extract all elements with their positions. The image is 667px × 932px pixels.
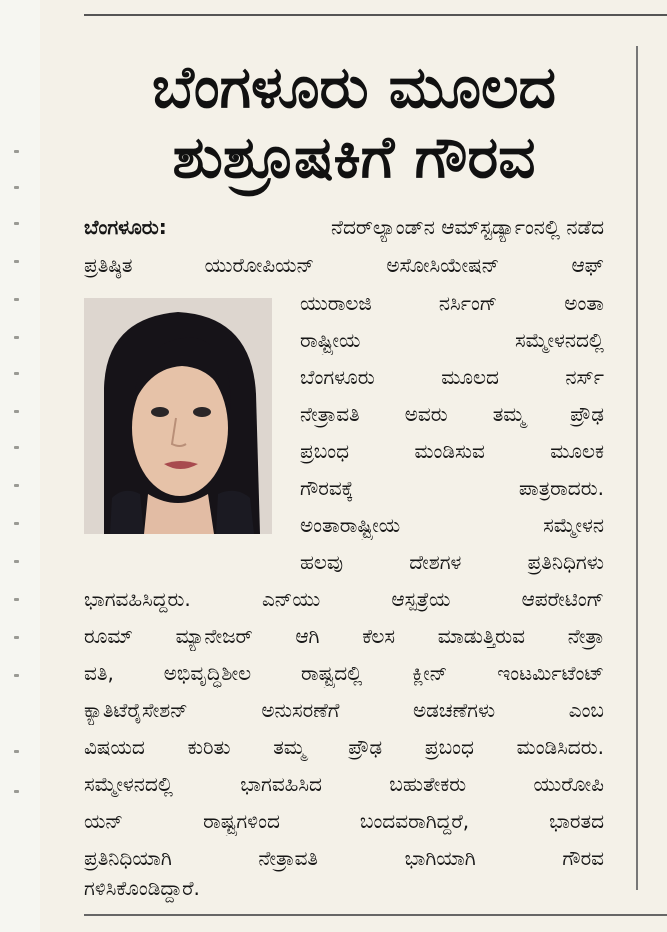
- article-line: [84, 584, 604, 614]
- article-line: [300, 547, 604, 577]
- article-word: ವಿಷಯದ: [84, 735, 145, 759]
- article-word: ಸಮ್ಮೇಳನದಲ್ಲಿ: [84, 772, 173, 796]
- article-word: ಪ್ರೌಢ: [570, 402, 604, 426]
- article-word: ಅಂತಾ: [564, 291, 604, 315]
- article-line: [84, 769, 604, 799]
- article-word: ಭಾರತದ: [549, 809, 604, 833]
- article-word: ಮಂಡಿಸುವ: [414, 439, 485, 463]
- article-word: ಪ್ರತಿನಿಧಿಯಾಗಿ: [84, 846, 172, 870]
- article-word: ಬೆಂಗಳೂರು: [300, 365, 375, 389]
- article-word: ಕ್ಲೀನ್: [412, 661, 448, 685]
- article-line: [300, 288, 604, 318]
- article-word: ತಮ್ಮ: [273, 735, 306, 759]
- portrait-photo: [84, 298, 272, 534]
- article-word: ನರ್ಸಿಂಗ್: [438, 291, 498, 315]
- dateline: ಬೆಂಗಳೂರು:: [84, 215, 167, 239]
- article-line: [84, 250, 604, 280]
- article-word: ಪಾತ್ರರಾದರು.: [518, 476, 604, 500]
- article-word: ಆಫ್: [571, 253, 604, 277]
- article-word: ವತಿ,: [84, 661, 114, 685]
- article-word: ರಾಷ್ಟ್ರದಲ್ಲಿ: [300, 661, 363, 685]
- article-word: ಸಮ್ಮೇಳನ: [543, 513, 604, 537]
- article-line-text: ನೆದರ್‌ಲ್ಯಾಂಡ್‌ನ ಆಮ್‌ಸ್ಟರ್ಡ್ಯಾಂನಲ್ಲಿ ನಡೆದ: [331, 215, 604, 239]
- adjacent-column-text-fragments: [14, 150, 20, 850]
- article-word: ಎನ್‌ಯು: [261, 587, 321, 611]
- bottom-rule: [84, 914, 667, 916]
- article-word: ತಮ್ಮ: [492, 402, 526, 426]
- article-word: ಆಪರೇಟಿಂಗ್: [521, 587, 604, 611]
- article-word: ಪ್ರೌಢ: [348, 735, 383, 759]
- article-word: ಅನುಸರಣೆಗೆ: [261, 698, 340, 722]
- adjacent-column-strip: [0, 0, 40, 932]
- article-line: ಗಳಿಸಿಕೊಂಡಿದ್ದಾರೆ.: [84, 876, 200, 900]
- article-line: [84, 621, 604, 651]
- article-word: ಮ್ಯಾನೇಜರ್: [175, 624, 253, 648]
- article-word: ಹಲವು: [300, 550, 344, 574]
- article-word: ಭಾಗವಹಿಸಿದ: [240, 772, 322, 796]
- article-word: ಬಂದವರಾಗಿದ್ದರೆ,: [359, 809, 470, 833]
- headline-line-1: ಬೆಂಗಳೂರು ಮೂಲದ: [151, 53, 557, 121]
- article-word: ಪ್ರಬಂಧ: [424, 735, 474, 759]
- article-word: ರೂಮ್: [84, 624, 133, 648]
- article-word: ಮೂಲಕ: [550, 439, 604, 463]
- article-line: [84, 843, 604, 873]
- article-word: ಕುರಿತು: [187, 735, 231, 759]
- article-word: ಪ್ರಬಂಧ: [300, 439, 350, 463]
- article-word: ಯುರೋಪಿಯನ್: [204, 253, 315, 277]
- headline-line-2: ಶುಶ್ರೂಷಕಿಗೆ ಗೌರವ: [172, 123, 536, 191]
- article-line: [300, 436, 604, 466]
- column-rule: [636, 46, 638, 890]
- article-word: ಕೆಲಸ: [362, 624, 395, 648]
- article-word: ಬಹುತೇಕರು: [389, 772, 467, 796]
- article-word: ಪ್ರತಿನಿಧಿಗಳು: [527, 550, 604, 574]
- article-word: ಎಂಬ: [568, 698, 604, 722]
- article-word: ಇಂಟರ್ಮಿಟೆಂಟ್: [497, 661, 604, 685]
- article-line: [300, 362, 604, 392]
- article-word: ಯನ್: [84, 809, 124, 833]
- article-word: ನೇತ್ರಾವತಿ: [300, 402, 360, 426]
- article-word: ಮಂಡಿಸಿದರು.: [516, 735, 604, 759]
- article-word: ಆಗಿ: [295, 624, 320, 648]
- article-line: [300, 473, 604, 503]
- article-word: ಸಮ್ಮೇಳನದಲ್ಲಿ: [515, 328, 604, 352]
- article-word: ಆಸ್ಪತ್ರೆಯ: [391, 587, 451, 611]
- article-word: ಅಡಚಣೆಗಳು: [412, 698, 496, 722]
- article-line: [84, 658, 604, 688]
- article-word: ಗೌರವಕ್ಕೆ: [300, 476, 354, 500]
- article-word: ಮಾಡುತ್ತಿರುವ: [437, 624, 525, 648]
- article-word: ಅವರು: [404, 402, 448, 426]
- article-line: [300, 399, 604, 429]
- article-word: ದೇಶಗಳ: [409, 550, 462, 574]
- article-line: [84, 695, 604, 725]
- article-line: [300, 325, 604, 355]
- article-word: ಭಾಗವಹಿಸಿದ್ದರು.: [84, 587, 191, 611]
- article-word: ಅಂತಾರಾಷ್ಟ್ರೀಯ: [300, 513, 401, 537]
- article-word: ರಾಷ್ಟ್ರಗಳಿಂದ: [203, 809, 280, 833]
- article-word: ಯುರೋಪಿ: [533, 772, 604, 796]
- article-word: ಗೌರವ: [562, 846, 604, 870]
- article-word: ಮೂಲದ: [441, 365, 499, 389]
- article-word: ಅಭಿವೃದ್ಧಿಶೀಲ: [163, 661, 252, 685]
- article-word: ನೇತ್ರಾವತಿ: [258, 846, 319, 870]
- article-word: ಕ್ಯಾತಿಟೆರೈಸೇಶನ್: [84, 698, 188, 722]
- article-word: ಅಸೋಸಿಯೇಷನ್: [386, 253, 500, 277]
- article-line: [84, 212, 604, 242]
- article-line: [84, 732, 604, 762]
- article-line: [300, 510, 604, 540]
- headline: [84, 52, 624, 192]
- article-word: ರಾಷ್ಟ್ರೀಯ: [300, 328, 361, 352]
- article-word: ನೇತ್ರಾ: [567, 624, 604, 648]
- article-word: ನರ್ಸ್: [565, 365, 604, 389]
- article-line: [84, 806, 604, 836]
- article-word: ಪ್ರತಿಷ್ಠಿತ: [84, 253, 133, 277]
- article-word: ಯುರಾಲಜಿ: [300, 291, 372, 315]
- top-rule: [84, 14, 667, 16]
- article-word: ಭಾಗಿಯಾಗಿ: [404, 846, 476, 870]
